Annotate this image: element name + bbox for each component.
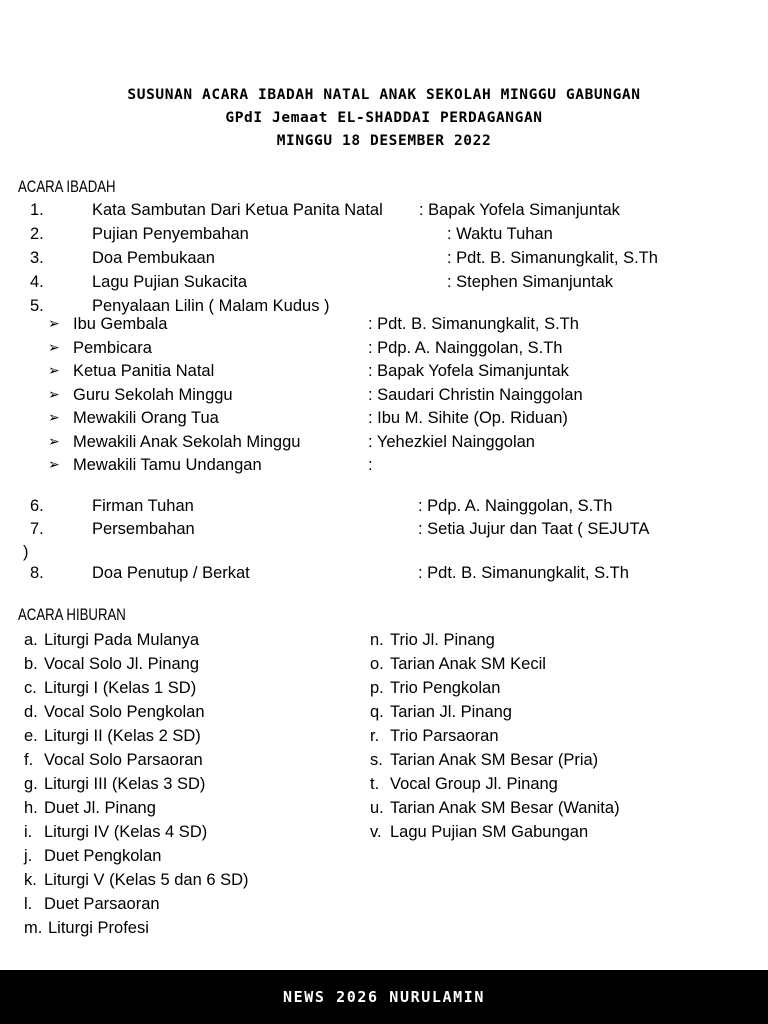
item-value: : Pdt. B. Simanungkalit, S.Th	[447, 249, 658, 267]
item-marker: s.	[370, 751, 383, 769]
title-line-3: MINGGU 18 DESEMBER 2022	[276, 133, 492, 149]
title-line-1: SUSUNAN ACARA IBADAH NATAL ANAK SEKOLAH MINGGU GABUNGAN	[127, 87, 641, 103]
item-label: Kata Sambutan Dari Ketua Panita Natal	[92, 201, 383, 219]
subitem-label: Guru Sekolah Minggu	[73, 385, 233, 404]
subitem-value: : Pdt. B. Simanungkalit, S.Th	[368, 315, 579, 333]
item-text: Tarian Anak SM Besar (Pria)	[390, 751, 599, 769]
subitem-value: : Bapak Yofela Simanjuntak	[368, 362, 569, 380]
item-label: Lagu Pujian Sukacita	[92, 273, 248, 291]
item-text: Tarian Jl. Pinang	[390, 703, 512, 721]
item-text: Liturgi V (Kelas 5 dan 6 SD)	[44, 871, 249, 889]
item-value: : Bapak Yofela Simanjuntak	[419, 201, 620, 219]
item-text: Liturgi I (Kelas 1 SD)	[44, 679, 197, 697]
footer-banner	[0, 970, 768, 1024]
item-number: 7.	[30, 520, 44, 538]
item-text: Vocal Solo Parsaoran	[44, 751, 203, 769]
title-line-2: GPdI Jemaat EL-SHADDAI PERDAGANGAN	[225, 110, 543, 126]
item-marker: r.	[370, 727, 380, 745]
ibadah-item-row	[0, 270, 768, 294]
subitem-label: Pembicara	[73, 338, 152, 357]
document-title	[0, 84, 768, 153]
item-number: 4.	[30, 273, 44, 291]
item-text: Tarian Anak SM Kecil	[390, 655, 546, 673]
item-text: Trio Parsaoran	[390, 727, 499, 745]
subitem-value: :	[368, 456, 373, 474]
item-label: Firman Tuhan	[92, 497, 194, 515]
item-label: Persembahan	[92, 520, 195, 538]
item-label: Doa Pembukaan	[92, 249, 215, 267]
subitem-label: Ketua Panitia Natal	[73, 362, 215, 380]
ibadah-item-row	[0, 222, 768, 246]
item-text: Liturgi III (Kelas 3 SD)	[44, 775, 206, 793]
item-text: Vocal Group Jl. Pinang	[390, 775, 558, 793]
item-label: Pujian Penyembahan	[92, 225, 249, 243]
item-text: Tarian Anak SM Besar (Wanita)	[390, 799, 620, 817]
item-value: : Pdt. B. Simanungkalit, S.Th	[418, 564, 629, 582]
item-marker: b.	[24, 655, 38, 673]
item-marker: k.	[24, 871, 37, 889]
ibadah-subitem-row	[0, 431, 768, 455]
subitem-label: Mewakili Orang Tua	[73, 409, 219, 427]
item-number: 8.	[30, 564, 44, 582]
item-marker: h.	[24, 799, 38, 817]
item-marker: e.	[24, 727, 38, 745]
item-label: Penyalaan Lilin ( Malam Kudus )	[92, 297, 330, 315]
arrowhead-bullet-icon: ➢	[48, 410, 60, 426]
arrowhead-bullet-icon: ➢	[48, 363, 60, 379]
subitem-value: : Saudari Christin Nainggolan	[368, 385, 583, 404]
item-value: : Stephen Simanjuntak	[447, 273, 614, 291]
item-marker: n.	[370, 631, 384, 649]
item-marker: j.	[24, 847, 33, 865]
subitem-label: Mewakili Anak Sekolah Minggu	[73, 432, 301, 451]
arrowhead-bullet-icon: ➢	[48, 339, 60, 356]
item-marker: m.	[24, 919, 43, 937]
item-text: Vocal Solo Pengkolan	[44, 703, 205, 721]
item-marker: q.	[370, 703, 384, 721]
subitem-value: : Yehezkiel Nainggolan	[368, 432, 535, 451]
item-marker: t.	[370, 775, 380, 793]
ibadah-item-row	[0, 561, 768, 585]
item-marker: u.	[370, 799, 384, 817]
subitem-value: : Ibu M. Sihite (Op. Riduan)	[368, 409, 568, 427]
ibadah-subitem-row	[0, 454, 768, 478]
ibadah-item-row	[0, 517, 768, 541]
item-text: Lagu Pujian SM Gabungan	[390, 823, 589, 841]
item-number: 3.	[30, 249, 44, 267]
item-marker: c.	[24, 679, 37, 697]
item-text: Liturgi Pada Mulanya	[44, 631, 200, 649]
arrowhead-bullet-icon: ➢	[48, 386, 60, 403]
item-number: 5.	[30, 297, 44, 315]
item-marker: p.	[370, 679, 384, 697]
item-value: : Setia Jujur dan Taat ( SEJUTA	[418, 520, 650, 538]
section-header-acara-hiburan: ACARA HIBURAN	[18, 606, 126, 624]
ibadah-subitem-row	[0, 313, 768, 337]
item-text: Liturgi II (Kelas 2 SD)	[44, 727, 201, 745]
ibadah-item-row	[0, 494, 768, 518]
ibadah-subitem-row	[0, 337, 768, 361]
item-value: : Waktu Tuhan	[447, 225, 553, 243]
item-marker: v.	[370, 823, 382, 841]
item-marker: f.	[24, 751, 34, 769]
ibadah-item-row	[0, 198, 768, 222]
ibadah-subitem-row	[0, 384, 768, 408]
ibadah-subitem-row	[0, 407, 768, 431]
item-number: 2.	[30, 225, 44, 243]
item-label: Doa Penutup / Berkat	[92, 564, 250, 582]
item-text: Vocal Solo Jl. Pinang	[44, 655, 200, 673]
item-number: 1.	[30, 201, 44, 219]
item-text: Trio Pengkolan	[390, 679, 501, 697]
section-header-acara-ibadah: ACARA IBADAH	[18, 178, 116, 196]
footer-text: NEWS 2026 NURULAMIN	[283, 988, 485, 1006]
item-value-wrap: )	[23, 543, 29, 561]
item-marker: d.	[24, 703, 38, 721]
item-value: : Pdp. A. Nainggolan, S.Th	[418, 497, 613, 515]
item-marker: o.	[370, 655, 384, 673]
item-text: Trio Jl. Pinang	[390, 631, 495, 649]
item-text: Duet Jl. Pinang	[44, 799, 156, 817]
item-marker: l.	[24, 895, 33, 913]
subitem-label: Mewakili Tamu Undangan	[73, 456, 262, 474]
subitem-value: : Pdp. A. Nainggolan, S.Th	[368, 338, 563, 357]
arrowhead-bullet-icon: ➢	[48, 457, 60, 473]
item-text: Duet Pengkolan	[44, 847, 162, 865]
item-number: 6.	[30, 497, 44, 515]
item-text: Liturgi IV (Kelas 4 SD)	[44, 823, 208, 841]
arrowhead-bullet-icon: ➢	[48, 433, 60, 450]
item-text: Duet Parsaoran	[44, 895, 160, 913]
item-marker: a.	[24, 631, 38, 649]
arrowhead-bullet-icon: ➢	[48, 316, 60, 332]
item-marker: i.	[24, 823, 33, 841]
ibadah-subitem-row	[0, 360, 768, 384]
item-marker: g.	[24, 775, 38, 793]
subitem-label: Ibu Gembala	[73, 315, 168, 333]
item-text: Liturgi Profesi	[48, 919, 149, 937]
ibadah-item-row	[0, 246, 768, 270]
